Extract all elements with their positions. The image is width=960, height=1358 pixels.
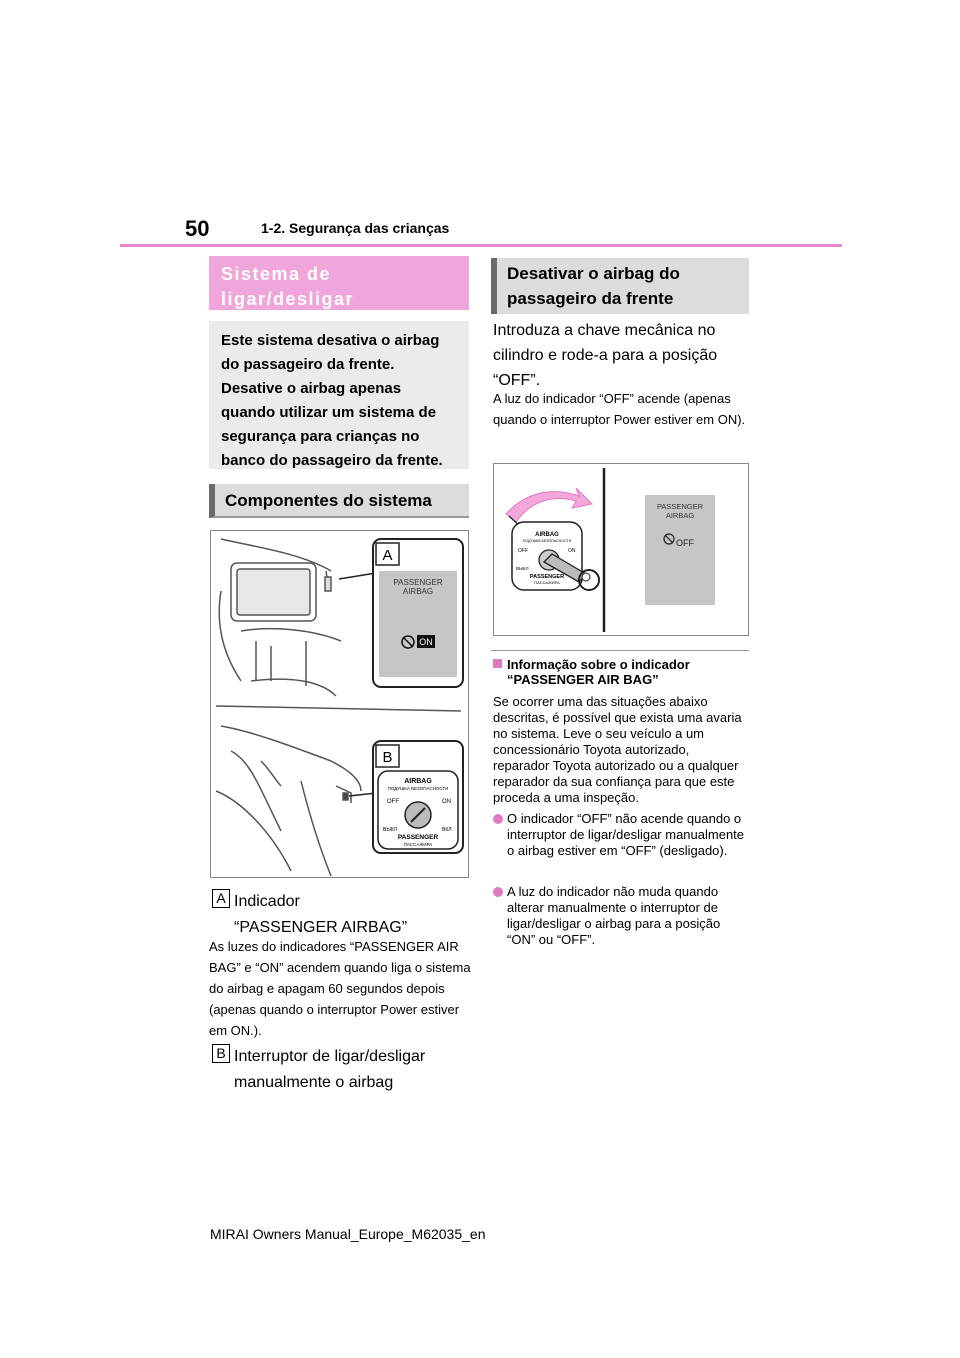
info-text: Se ocorrer uma das situações abaixo descritas, é possível que exista uma avaria no sistema. Leve o seu veículo a um concessionário Toyota autorizado, reparador Toyota autorizado ou a qualquer reparador da sua confiança para que este proceda a uma inspeção. [493, 694, 742, 805]
info-rule [491, 650, 749, 651]
item-a-title-line1: Indicador [234, 893, 300, 910]
heading-deactivate-airbag: Desativar o airbag do passageiro da frente [491, 258, 749, 314]
svg-text:ON: ON [568, 548, 576, 554]
svg-text:AIRBAG: AIRBAG [404, 778, 432, 785]
header-rule [120, 244, 842, 247]
indicator-on-text: ON [419, 637, 433, 647]
svg-text:PASSENGER: PASSENGER [397, 834, 439, 841]
svg-text:ВЫКЛ: ВЫКЛ [383, 827, 397, 833]
svg-text:ПОДУШКА БЕЗОПАСНОСТИ: ПОДУШКА БЕЗОПАСНОСТИ [522, 539, 572, 543]
deactivate-instruction: Introduza a chave mecânica no cilindro e rode-a para a posição “OFF”. [493, 322, 718, 389]
item-a-title-line2: “PASSENGER AIRBAG” [234, 919, 408, 936]
bullet-text: O indicador “OFF” não acende quando o interruptor de ligar/desligar manualmente o airbag estiver em “OFF” (desligado). [507, 811, 745, 858]
svg-text:ПАССАЖИРА: ПАССАЖИРА [534, 580, 560, 585]
heading-components: Componentes do sistema [209, 484, 469, 518]
svg-text:ПОДУШКА БЕЗОПАСНОСТИ: ПОДУШКА БЕЗОПАСНОСТИ [387, 786, 449, 791]
dashboard-illustration [211, 531, 468, 877]
info-heading-line1: Informação sobre o indicador [507, 657, 690, 672]
item-b [212, 1044, 472, 1096]
callout-a-label: A [382, 547, 393, 564]
info-heading [493, 657, 749, 687]
footer: MIRAI Owners Manual_Europe_M62035_en [210, 1226, 486, 1242]
svg-text:PASSENGER: PASSENGER [656, 502, 704, 511]
panel-off-text: OFF [676, 538, 694, 548]
svg-text:OFF: OFF [387, 799, 399, 805]
badge-b: B [212, 1044, 230, 1063]
svg-text:AIRBAG: AIRBAG [535, 532, 559, 538]
svg-text:PASSENGER: PASSENGER [393, 578, 443, 587]
svg-text:AIRBAG: AIRBAG [665, 511, 695, 520]
intro-box: Este sistema desativa o airbag do passageiro da frente. Desative o airbag apenas quando utilizar um sistema de segurança para crianças no banco do passageiro da frente. [209, 321, 469, 469]
item-b-title-line2: manualmente o airbag [234, 1074, 394, 1091]
bullet-icon [493, 814, 503, 824]
svg-text:PASSENGER: PASSENGER [529, 574, 565, 580]
svg-text:ON: ON [442, 799, 451, 805]
key-switch-illustration [494, 464, 748, 635]
badge-a: A [212, 889, 230, 908]
key-switch-figure [493, 463, 749, 636]
svg-text:AIRBAG: AIRBAG [402, 587, 434, 596]
svg-text:ВКЛ: ВКЛ [442, 827, 452, 833]
callout-b-label: B [382, 749, 393, 766]
rotate-arrow-icon [506, 488, 592, 522]
page-number: 50 [185, 216, 210, 241]
components-figure [210, 530, 469, 878]
info-heading-line2: “PASSENGER AIR BAG” [507, 672, 659, 687]
section-title: 1-2. Segurança das crianças [261, 220, 450, 236]
svg-text:ПАССАЖИРА: ПАССАЖИРА [403, 842, 433, 847]
deactivate-note: A luz do indicador “OFF” acende (apenas quando o interruptor Power estiver em ON). [493, 391, 746, 427]
info-square-icon [493, 659, 502, 668]
heading-manual-airbag-system: Sistema de ligar/desligar [209, 256, 469, 310]
bullet-item [493, 811, 749, 859]
bullet-text: A luz do indicador não muda quando alterar manualmente o interruptor de ligar/desligar o airbag para a posição “ON” ou “OFF”. [507, 884, 721, 947]
svg-text:OFF: OFF [518, 548, 528, 554]
bullet-item [493, 884, 749, 948]
bullet-icon [493, 887, 503, 897]
svg-text:ВЫКЛ: ВЫКЛ [516, 566, 529, 571]
item-b-title-line1: Interruptor de ligar/desligar [234, 1048, 426, 1065]
item-a [212, 889, 472, 941]
item-a-description: As luzes do indicadores “PASSENGER AIR BAG” e “ON” acendem quando liga o sistema do airbag e apagam 60 segundos depois (apenas quando o interruptor Power estiver em ON.). [209, 939, 471, 1038]
